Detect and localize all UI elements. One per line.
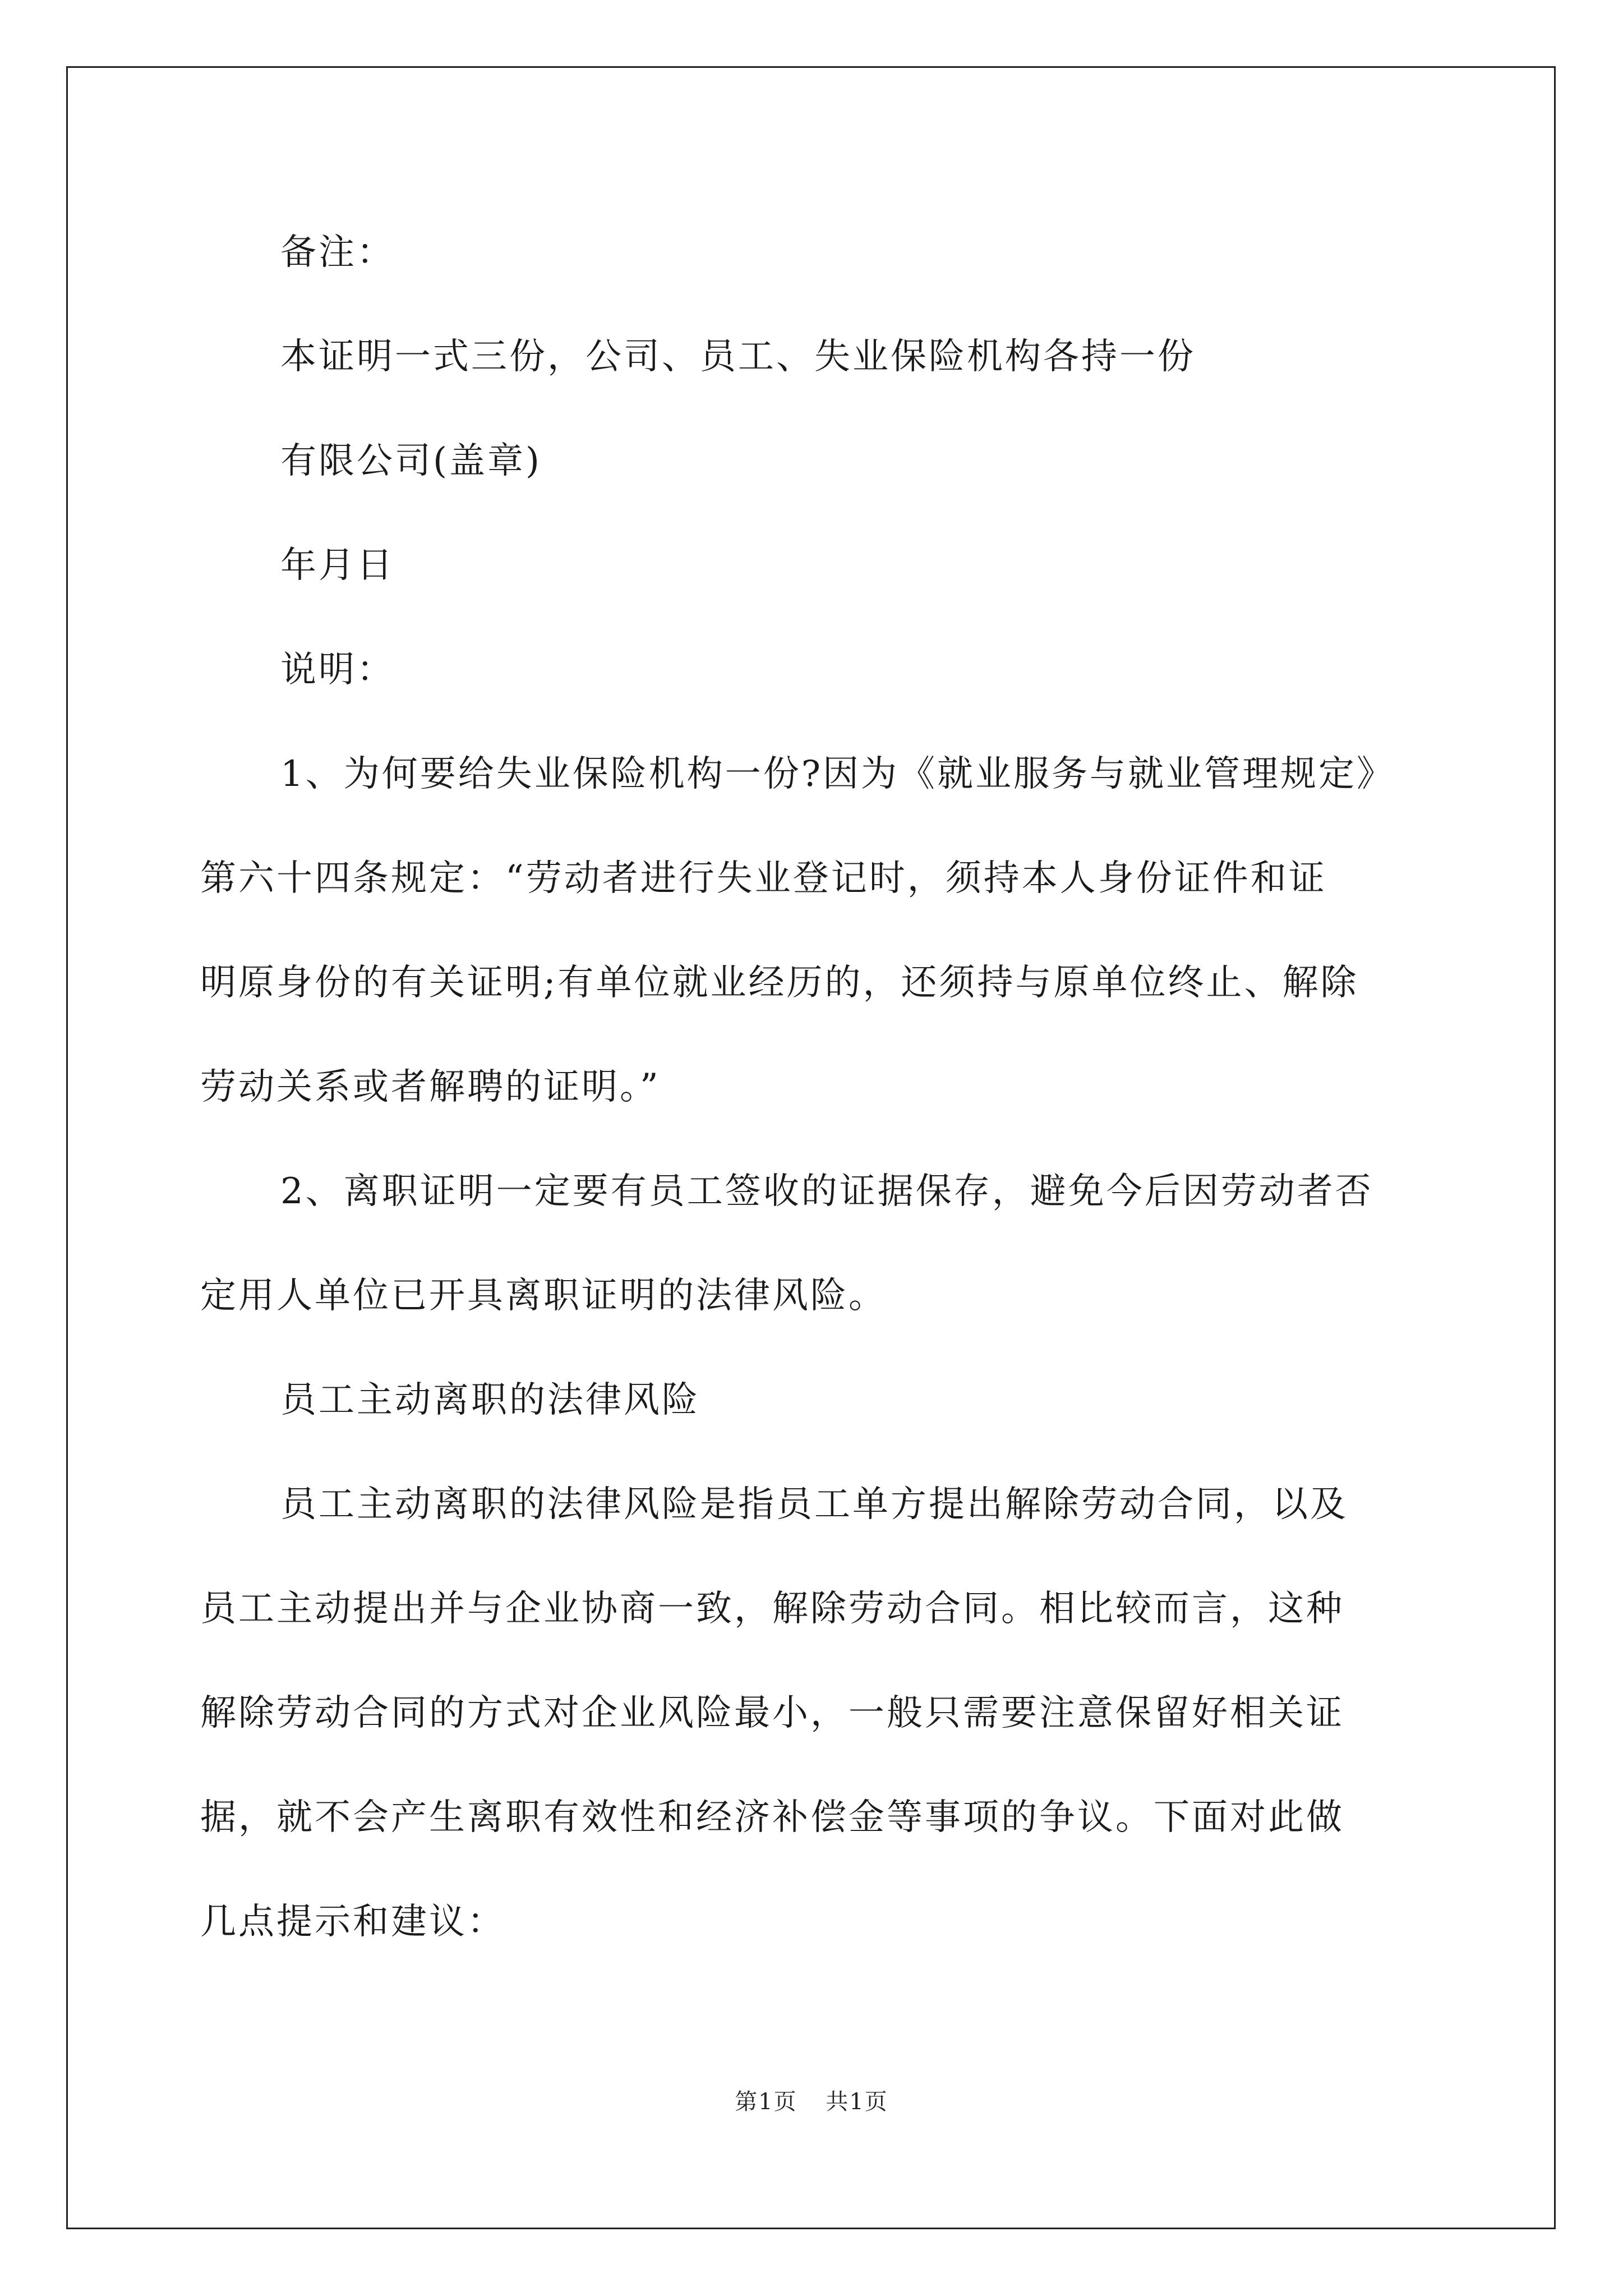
- explanation-heading: 说明：: [280, 649, 395, 691]
- note-heading: 备注：: [280, 232, 395, 273]
- explanation-1-line-4: 劳动关系或者解聘的证明。”: [200, 1066, 661, 1108]
- body-paragraph-line-4: 据，就不会产生离职有效性和经济补偿金等事项的争议。下面对此做: [200, 1797, 1344, 1838]
- copies-statement: 本证明一式三份，公司、员工、失业保险机构各持一份: [280, 336, 1196, 378]
- explanation-1-line-3: 明原身份的有关证明;有单位就业经历的，还须持与原单位终止、解除: [200, 962, 1359, 1004]
- page-total: 共1页: [826, 2089, 888, 2115]
- section-title: 员工主动离职的法律风险: [280, 1379, 700, 1421]
- body-paragraph-line-5: 几点提示和建议：: [200, 1901, 505, 1943]
- body-paragraph-line-2: 员工主动提出并与企业协商一致，解除劳动合同。相比较而言，这种: [200, 1588, 1344, 1630]
- body-paragraph-line-1: 员工主动离职的法律风险是指员工单方提出解除劳动合同，以及: [280, 1484, 1348, 1525]
- explanation-2-line-1: 2、离职证明一定要有员工签收的证据保存，避免今后因劳动者否: [280, 1171, 1373, 1212]
- date-line: 年月日: [280, 545, 395, 586]
- page-number: 第1页: [735, 2089, 797, 2115]
- explanation-2-line-2: 定用人单位已开具离职证明的法律风险。: [200, 1275, 887, 1317]
- company-seal: 有限公司(盖章): [280, 440, 542, 482]
- explanation-1-line-2: 第六十四条规定：“劳动者进行失业登记时，须持本人身份证件和证: [200, 858, 1327, 899]
- page-footer: [0, 2090, 1623, 2114]
- explanation-1-line-1: 1、为何要给失业保险机构一份?因为《就业服务与就业管理规定》: [280, 753, 1395, 795]
- body-paragraph-line-3: 解除劳动合同的方式对企业风险最小，一般只需要注意保留好相关证: [200, 1692, 1344, 1734]
